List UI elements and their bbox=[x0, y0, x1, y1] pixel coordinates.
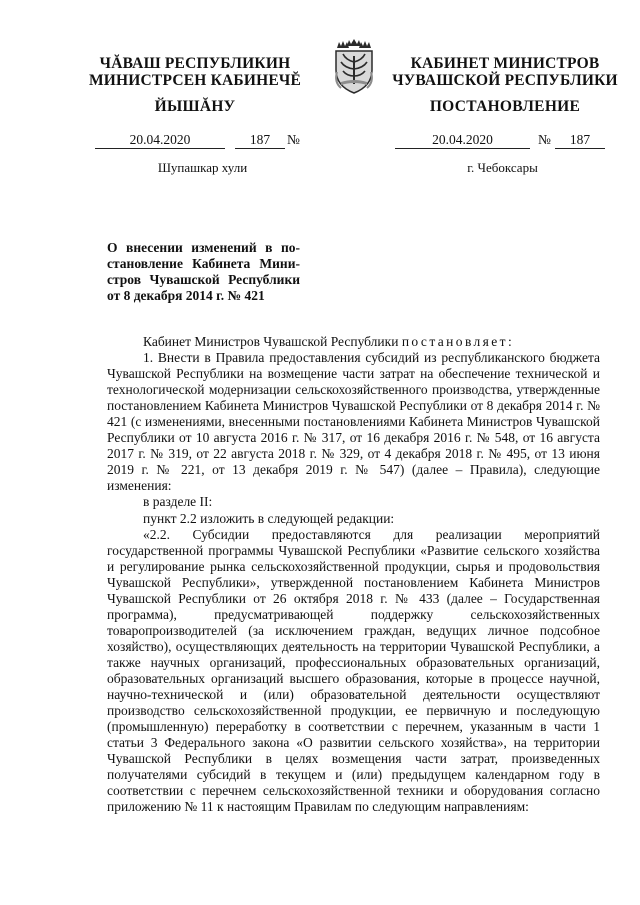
date-line-left bbox=[95, 132, 310, 150]
document-subject bbox=[107, 240, 300, 304]
subject-line1: О внесении изменений в по- bbox=[107, 240, 300, 255]
paragraph-4: «2.2. Субсидии предоставляются для реализации мероприятий государственной программы Чувашской Республики «Развитие сельского хозяйства и регулирование рынка сельскохозяйственной продукции, сырья и продовольствия Чувашской Республики», утвержденной постановлением Кабинета Министров Чувашской Республики от 26 октября 2018 г. № 433 (далее – Государственная программа), предусматривающей поддержку сельскохозяйственных товаропроизводителей (за исключением граждан, ведущих личное подсобное хозяйство), осуществляющих деятельность на территории Чувашской Республики, а также научных организаций, профессиональных образовательных организаций, образовательных организаций высшего образования, которые в процессе научной, научно-технической и (или) образовательной деятельности осуществляют производство сельскохозяйственной продукции, ее первичную и последующую (промышленную) переработку в соответствии с перечнем, указанным в части 1 статьи 3 Федерального закона «О развитии сельского хозяйства», на территории Чувашской Республики в целях возмещения части затрат, произведенных получателями субсидий в текущем и (или) предыдущем календарном году в соответствии с перечнем сельскохозяйственной техники и оборудования согласно приложению № 11 к настоящим Правилам по следующим направлениям: bbox=[107, 526, 600, 815]
subject-line4: от 8 декабря 2014 г. № 421 bbox=[107, 288, 265, 303]
preamble-lead: Кабинет Министров Чувашской Республики bbox=[143, 334, 399, 349]
header-right-line2: ЧУВАШСКОЙ РЕСПУБЛИКИ bbox=[392, 72, 618, 89]
paragraph-3: пункт 2.2 изложить в следующей редакции: bbox=[143, 510, 395, 526]
preamble-spaced: постановляет: bbox=[401, 334, 515, 349]
preamble bbox=[107, 334, 600, 350]
header-right-title: ПОСТАНОВЛЕНИЕ bbox=[429, 98, 581, 115]
paragraph-2: в разделе II: bbox=[143, 494, 213, 510]
place-left: Шупашкар хули bbox=[157, 160, 248, 175]
left-number-sign: № bbox=[287, 132, 300, 147]
header-left-line2: МИНИСТРСЕН КАБИНЕЧĔ bbox=[88, 72, 302, 89]
subject-line2: становление Кабинета Мини- bbox=[107, 256, 300, 271]
right-number: 187 bbox=[555, 132, 605, 149]
subject-line3: стров Чувашской Республики bbox=[107, 272, 300, 287]
left-date: 20.04.2020 bbox=[95, 132, 225, 149]
header-right-org bbox=[390, 55, 620, 89]
date-line-right bbox=[395, 132, 610, 150]
place-right: г. Чебоксары bbox=[467, 160, 538, 175]
paragraph-1: 1. Внести в Правила предоставления субсидий из республиканского бюджета Чувашской Республики на возмещение части затрат на обеспечение технической и технологической модернизации сельскохозяйственного производства, утвержденные постановлением Кабинета Министров Чувашской Республики от 8 декабря 2014 г. № 421 (с изменениями, внесенными постановлениями Кабинета Министров Чувашской Республики от 10 августа 2016 г. № 317, от 16 декабря 2016 г. № 548, от 16 августа 2017 г. № 319, от 22 августа 2018 г. № 329, от 4 декабря 2018 г. № 495, от 13 июня 2019 г. № 221, от 13 декабря 2019 г. № 547) (далее – Правила), следующие изменения: bbox=[107, 350, 600, 494]
document-body bbox=[107, 334, 600, 815]
header-left-title: ЙЫШĂНУ bbox=[154, 98, 236, 115]
header-left-line1: ЧĂВАШ РЕСПУБЛИКИН bbox=[99, 55, 291, 72]
left-number: 187 bbox=[235, 132, 285, 149]
right-number-sign: № bbox=[538, 132, 551, 147]
right-date: 20.04.2020 bbox=[395, 132, 530, 149]
header-left-org bbox=[70, 55, 320, 89]
header-right-line1: КАБИНЕТ МИНИСТРОВ bbox=[410, 55, 600, 72]
chuvash-coat-of-arms-emblem-icon bbox=[331, 38, 377, 96]
